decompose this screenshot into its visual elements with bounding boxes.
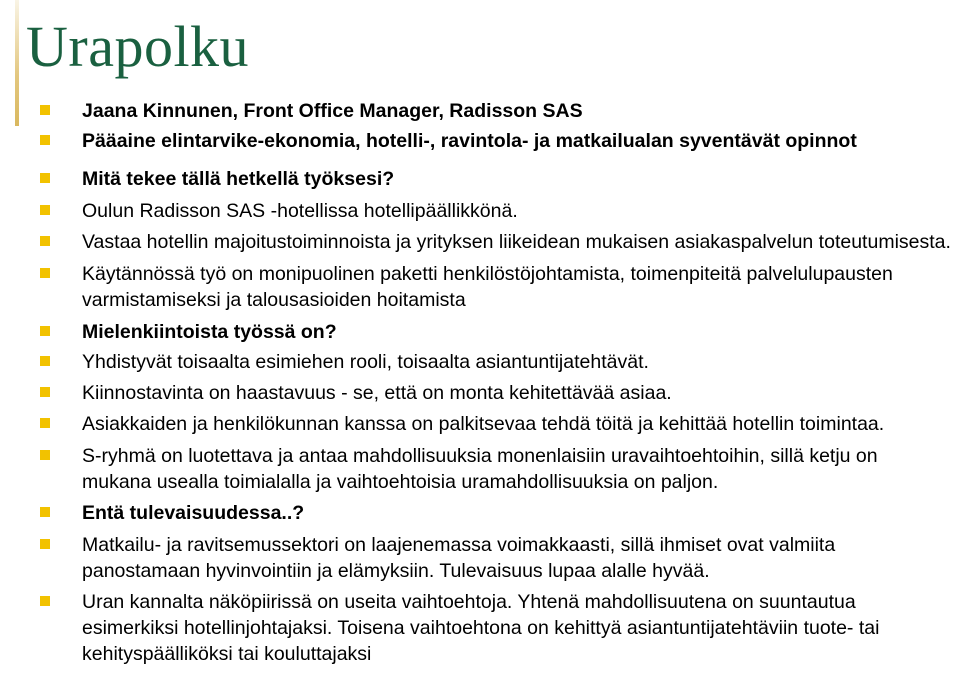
bullet-square-icon	[40, 205, 50, 215]
decorative-accent-line	[15, 0, 19, 126]
bullet-text: Pääaine elintarvike-ekonomia, hotelli-, ravintola- ja matkailualan syventävät opinnot	[82, 130, 857, 152]
bullet-item	[40, 319, 952, 345]
bullet-square-icon	[40, 450, 50, 460]
bullet-square-icon	[40, 387, 50, 397]
bullet-text: Matkailu- ja ravitsemussektori on laajenemassa voimakkaasti, sillä ihmiset ovat valmiita panostamaan hyvinvointiin ja elämyksiin. Tulevaisuus lupaa alalle hyvää.	[82, 534, 836, 582]
bullet-item	[40, 261, 952, 313]
bullet-item	[40, 229, 952, 255]
bullet-square-icon	[40, 596, 50, 606]
bullet-text: Jaana Kinnunen, Front Office Manager, Radisson SAS	[82, 100, 583, 122]
slide-title: Urapolku	[26, 14, 250, 79]
bullet-square-icon	[40, 326, 50, 336]
bullet-text: Yhdistyvät toisaalta esimiehen rooli, toisaalta asiantuntijatehtävät.	[82, 351, 649, 373]
bullet-square-icon	[40, 135, 50, 145]
bullet-list	[40, 98, 952, 667]
bullet-item	[40, 443, 952, 495]
bullet-item	[40, 500, 952, 526]
bullet-item	[40, 128, 952, 154]
bullet-item	[40, 380, 952, 406]
bullet-square-icon	[40, 173, 50, 183]
bullet-square-icon	[40, 539, 50, 549]
bullet-square-icon	[40, 507, 50, 517]
bullet-square-icon	[40, 236, 50, 246]
bullet-text: Mielenkiintoista työssä on?	[82, 321, 337, 343]
bullet-text: S-ryhmä on luotettava ja antaa mahdollisuuksia monenlaisiin uravaihtoehtoihin, sillä ketju on mukana usealla toimialalla ja vaihtoehtoisia uramahdollisuuksia on paljon.	[82, 445, 878, 493]
bullet-item	[40, 532, 952, 584]
bullet-item	[40, 166, 952, 192]
bullet-text: Oulun Radisson SAS -hotellissa hotellipäällikkönä.	[82, 200, 518, 222]
bullet-text: Kiinnostavinta on haastavuus - se, että on monta kehitettävää asiaa.	[82, 382, 672, 404]
bullet-square-icon	[40, 105, 50, 115]
bullet-text: Käytännössä työ on monipuolinen paketti henkilöstöjohtamista, toimenpiteitä palvelulupausten varmistamiseksi ja talousasioiden hoitamista	[82, 263, 893, 311]
bullet-item	[40, 349, 952, 375]
bullet-text: Asiakkaiden ja henkilökunnan kanssa on palkitsevaa tehdä töitä ja kehittää hotellin toimintaa.	[82, 413, 885, 435]
bullet-text: Vastaa hotellin majoitustoiminnoista ja yrityksen liikeidean mukaisen asiakaspalvelun toteutumisesta.	[82, 231, 951, 253]
bullet-item	[40, 589, 952, 667]
bullet-item	[40, 411, 952, 437]
bullet-square-icon	[40, 418, 50, 428]
bullet-square-icon	[40, 268, 50, 278]
bullet-square-icon	[40, 356, 50, 366]
bullet-item	[40, 198, 952, 224]
bullet-item	[40, 98, 952, 124]
bullet-text: Entä tulevaisuudessa..?	[82, 502, 305, 524]
bullet-text: Mitä tekee tällä hetkellä työksesi?	[82, 168, 395, 190]
bullet-text: Uran kannalta näköpiirissä on useita vaihtoehtoja. Yhtenä mahdollisuutena on suuntautua esimerkiksi hotellinjohtajaksi. Toisena vaihtoehtona on kehittyä asiantuntijatehtäviin tuote- tai kehityspäälliköksi tai kouluttajaksi	[82, 591, 880, 665]
